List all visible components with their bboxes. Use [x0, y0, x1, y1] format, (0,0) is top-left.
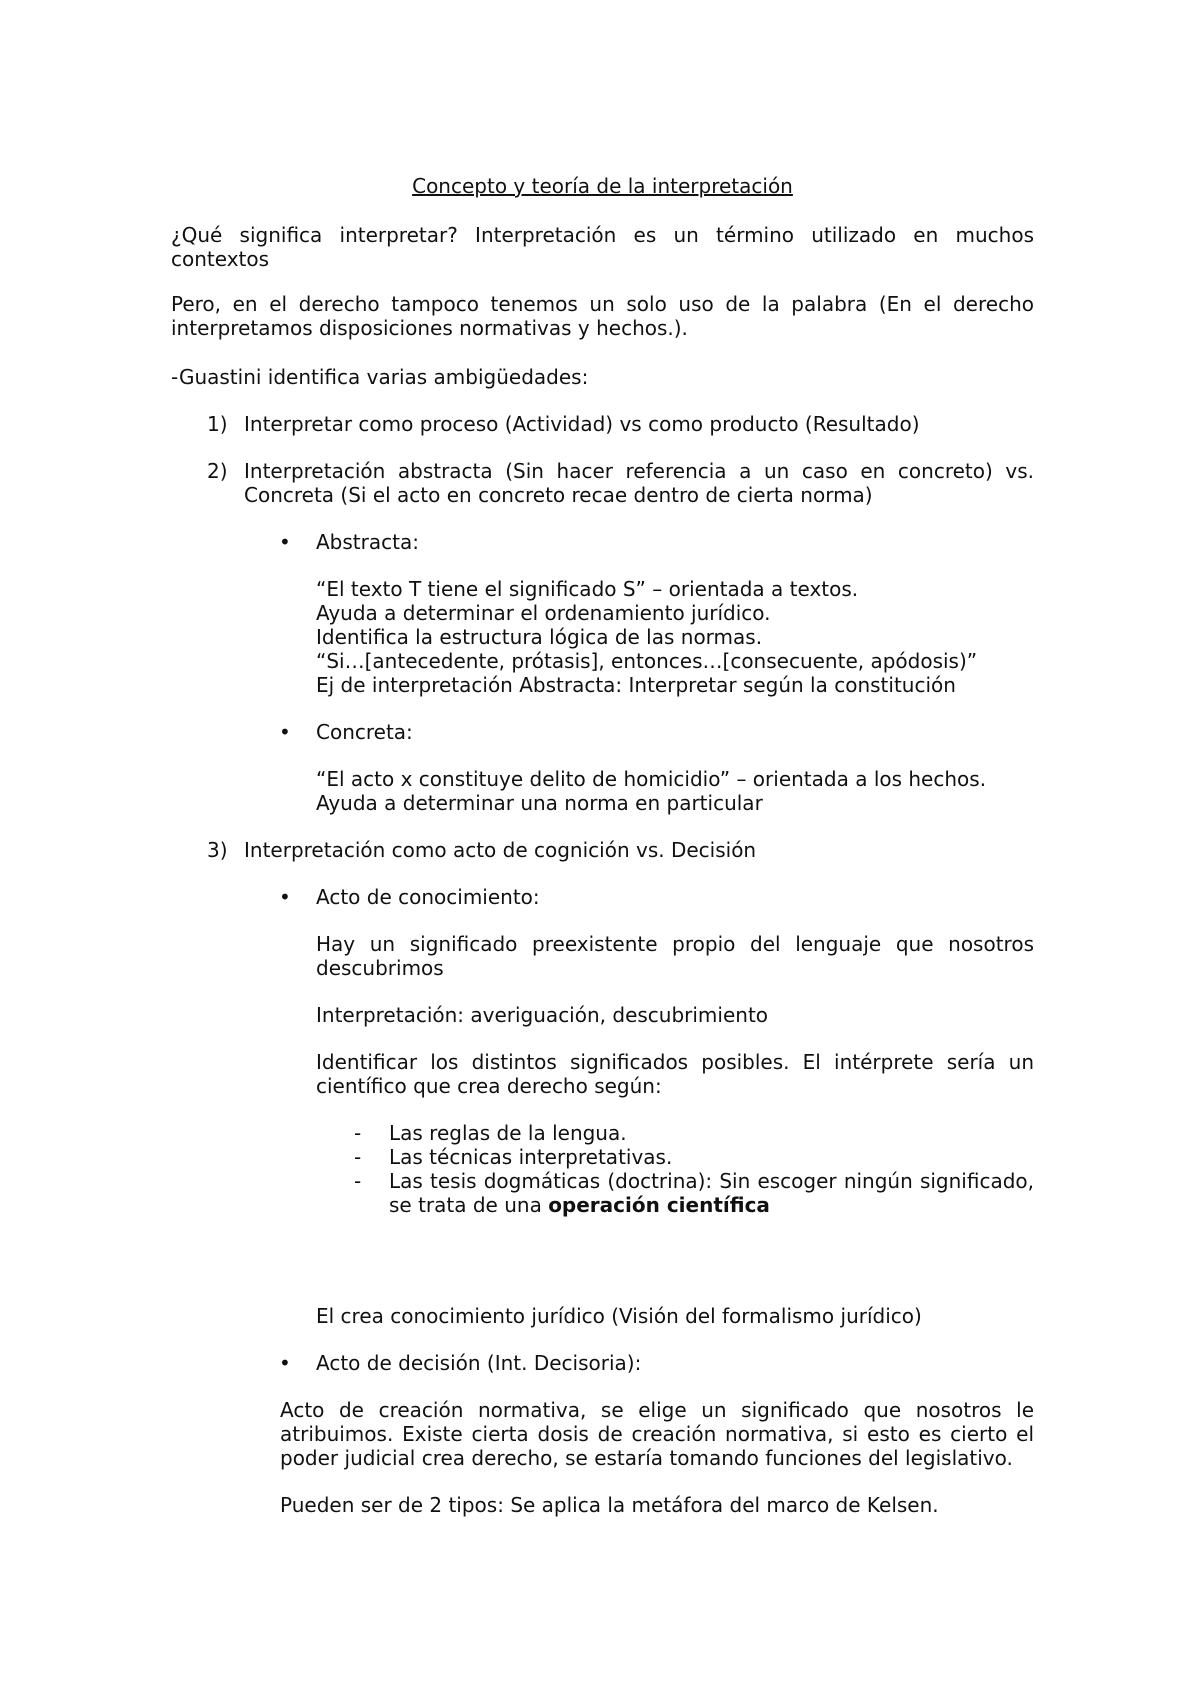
conocimiento-paragraph-3: Identificar los distintos significados posibles. El intérprete sería un científico que crea derecho según:	[316, 1050, 1034, 1098]
list-marker-2: 2)	[207, 459, 228, 483]
list-item-2: Interpretación abstracta (Sin hacer referencia a un caso en concreto) vs. Concreta (Si el acto en concreto recae dentro de cierta norma)	[244, 459, 1034, 507]
decision-paragraph-2: Pueden ser de 2 tipos: Se aplica la metáfora del marco de Kelsen.	[280, 1493, 939, 1517]
bullet-decision: •	[279, 1351, 291, 1375]
conocimiento-paragraph-4: El crea conocimiento jurídico (Visión del formalismo jurídico)	[316, 1304, 922, 1328]
dash-item-1: Las reglas de la lengua.	[389, 1121, 627, 1145]
abstracta-line-4: “Si…[antecedente, prótasis], entonces…[consecuente, apódosis)”	[316, 649, 978, 673]
list-marker-3: 3)	[207, 838, 228, 862]
list-item-3: Interpretación como acto de cognición vs. Decisión	[244, 838, 757, 862]
decision-paragraph-1: Acto de creación normativa, se elige un significado que nosotros le atribuimos. Existe cierta dosis de creación normativa, si esto es cierto el poder judicial crea derecho, se estaría tomando funciones del legislativo.	[280, 1398, 1034, 1470]
bullet-concreta: •	[279, 720, 291, 744]
intro-paragraph-2: Pero, en el derecho tampoco tenemos un solo uso de la palabra (En el derecho interpretamos disposiciones normativas y hechos.).	[171, 292, 1034, 340]
dash-item-2: Las técnicas interpretativas.	[389, 1145, 673, 1169]
concreta-label: Concreta:	[316, 720, 413, 744]
dash-marker-1: -	[354, 1121, 362, 1145]
concreta-line-1: “El acto x constituye delito de homicidio” – orientada a los hechos.	[316, 767, 987, 791]
page-title: Concepto y teoría de la interpretación	[412, 174, 793, 198]
dash-marker-3: -	[354, 1169, 362, 1193]
abstracta-line-2: Ayuda a determinar el ordenamiento jurídico.	[316, 601, 771, 625]
conocimiento-label: Acto de conocimiento:	[316, 885, 540, 909]
bullet-conocimiento: •	[279, 885, 291, 909]
decision-label: Acto de decisión (Int. Decisoria):	[316, 1351, 642, 1375]
list-marker-1: 1)	[207, 412, 228, 436]
abstracta-line-3: Identifica la estructura lógica de las normas.	[316, 625, 763, 649]
conocimiento-paragraph-1: Hay un significado preexistente propio del lenguaje que nosotros descubrimos	[316, 932, 1034, 980]
dash-item-3-text: Las tesis dogmáticas (doctrina): Sin escoger ningún significado, se trata de una	[389, 1169, 1034, 1217]
list-item-1: Interpretar como proceso (Actividad) vs como producto (Resultado)	[244, 412, 920, 436]
abstracta-line-1: “El texto T tiene el significado S” – orientada a textos.	[316, 577, 859, 601]
abstracta-label: Abstracta:	[316, 530, 419, 554]
dash-item-3-bold: operación científica	[548, 1193, 770, 1217]
intro-paragraph-1: ¿Qué significa interpretar? Interpretación es un término utilizado en muchos contextos	[171, 223, 1034, 271]
intro-paragraph-3: -Guastini identifica varias ambigüedades:	[171, 365, 589, 389]
conocimiento-paragraph-2: Interpretación: averiguación, descubrimiento	[316, 1003, 769, 1027]
concreta-line-2: Ayuda a determinar una norma en particular	[316, 791, 763, 815]
dash-marker-2: -	[354, 1145, 362, 1169]
dash-item-3	[389, 1169, 1034, 1217]
bullet-abstracta: •	[279, 530, 291, 554]
abstracta-line-5: Ej de interpretación Abstracta: Interpretar según la constitución	[316, 673, 956, 697]
